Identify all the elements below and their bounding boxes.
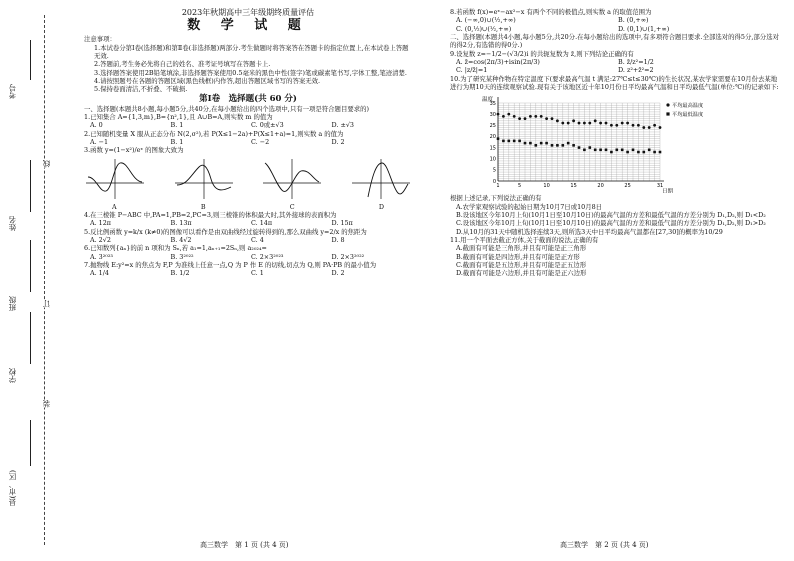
q10-option-d[interactable]: D.从10月的31天中随机选择连续3天,则所选3天中日平均最高气温都在[27,30]的概率为10/29 <box>456 227 723 236</box>
q8-option-d[interactable]: D. (0,1)∪(1,+∞) <box>618 24 670 33</box>
data-point-min <box>583 149 586 152</box>
q4-options <box>84 219 412 227</box>
q11-option-d[interactable]: D.截面有可能是六边形,并且有可能是正六边形 <box>456 269 587 278</box>
section2-intro: 二、选择题(本题共4小题,每小题5分,共20分.在每小题给出的选项中,有多项符合题目要求.全部选对的得5分,部分选对的得2分,有选错的得0分.) <box>450 32 779 50</box>
data-point-min <box>632 149 635 152</box>
q9-option-a[interactable]: A. z̄=cos(2π/3)+isin(2π/3) <box>456 57 540 66</box>
data-point-min <box>578 147 581 150</box>
data-point-max <box>621 122 624 125</box>
part1-title: 第Ⅰ卷 选择题(共 60 分) <box>199 93 297 104</box>
q9-options-row2 <box>450 66 780 74</box>
data-point-max <box>637 124 640 127</box>
data-point-min <box>529 142 532 145</box>
binding-dash-line <box>44 15 45 545</box>
data-point-min <box>572 144 575 147</box>
notes-block <box>84 35 412 93</box>
note-item: 4.请按照题号在各题的答题区域(黑色线框)内作答,超出答题区域书写的答案无效. <box>94 76 321 85</box>
data-point-min <box>535 144 538 147</box>
q5-stem: 5.反比例函数 y=k/x (k≠0)的图像可以看作是由双曲线经过旋转得到的,那么双曲线 y=2/x 的焦距为 <box>84 227 367 236</box>
data-point-max <box>605 122 608 125</box>
q3-graph-d[interactable] <box>350 157 412 201</box>
data-point-max <box>653 124 656 127</box>
q10-after: 根据上述记录,下列说法正确的有 <box>450 194 542 203</box>
q6-stem: 6.已知数列{aₙ}的前 n 项和为 Sₙ,若 a₁=1,aₙ₊₁=2Sₙ,则 a₂₀₂₄= <box>84 244 267 253</box>
data-point-max <box>572 120 575 123</box>
data-point-min <box>502 140 505 143</box>
q1-stem: 1.已知集合 A={1,3,m},B={n²,1},且 A∪B=A,则实数 m 的值为 <box>84 112 273 121</box>
data-point-min <box>518 140 521 143</box>
q2-option-a[interactable]: A. −1 <box>90 137 109 146</box>
q10-option-c[interactable]: C.设该地区今年10月上旬(10月1日至10月10日)的最高气温的方差和最低气温的方差分别为 D₁,D₂,则 D₁>D₂ <box>456 219 766 228</box>
q5-option-c[interactable]: C. 4 <box>251 235 264 244</box>
q7-option-d[interactable]: D. 2 <box>331 269 345 278</box>
q10-stem: 10.为了研究某种作物在特定温度下(要求最高气温 t 满足:27℃≤t≤30℃)的生长状况,某农学家需要在10月份去某地进行为期10天的连续观察试验.现有关于该地区近十年10月份日平均最高气温和日平均最低气温(单位:℃)的记录如下: <box>450 74 779 91</box>
q3-graph-a[interactable] <box>84 157 146 201</box>
q3-graph-labels <box>84 203 412 211</box>
seal-mark-pack: 装 <box>42 400 51 408</box>
section1-intro: 一、选择题(本题共8小题,每小题5分,共40分,在每小题给出的四个选项中,只有一项是符合题目要求的) <box>84 104 369 113</box>
y-tick-label: 35 <box>489 101 496 108</box>
data-point-max <box>561 122 564 125</box>
data-point-min <box>621 149 624 152</box>
footer-right: 高三数学 第 2 页 (共 4 页) <box>560 541 649 549</box>
legend-label: 平均最低温度 <box>672 112 704 119</box>
school-label: 学校 <box>8 368 17 383</box>
county-label: 县(市、区) <box>8 470 17 506</box>
q3-label-b: B <box>200 202 206 211</box>
q6-option-b[interactable]: B. 3²⁰²² <box>170 252 194 261</box>
q1-option-d[interactable]: D. ±√3 <box>331 121 354 130</box>
data-point-max <box>610 124 613 127</box>
data-point-max <box>567 122 570 125</box>
q9-option-d[interactable]: D. z²+z̄²=2 <box>618 66 654 75</box>
data-point-max <box>513 115 516 118</box>
data-point-max <box>588 122 591 125</box>
y-axis-label: 温度 <box>482 97 494 104</box>
q8-options-row1 <box>450 16 780 24</box>
q5-option-a[interactable]: A. 2√2 <box>90 235 111 244</box>
q7-option-c[interactable]: C. 1 <box>251 269 264 278</box>
notes-heading: 注意事项： <box>84 35 116 44</box>
y-tick-label: 10 <box>489 156 496 163</box>
q3-graph-c[interactable] <box>261 157 323 201</box>
data-point-max <box>583 122 586 125</box>
x-tick-label: 10 <box>543 183 550 190</box>
y-tick-label: 0 <box>492 179 496 186</box>
q4-option-b[interactable]: B. 13π <box>170 219 192 228</box>
data-point-min <box>551 144 554 147</box>
temperature-chart <box>480 93 725 193</box>
legend-marker <box>666 113 669 116</box>
seal-mark-line: 线 <box>42 160 51 168</box>
footer-left: 高三数学 第 1 页 (共 4 页) <box>200 541 289 549</box>
note-item: 5.保持卷面清洁,不折叠、不破损. <box>94 85 188 94</box>
data-point-max <box>545 117 548 120</box>
q6-option-a[interactable]: A. 3²⁰²³ <box>90 252 113 261</box>
q1-option-a[interactable]: A. 0 <box>90 121 103 130</box>
q3-graphs <box>84 157 412 201</box>
left-column <box>84 8 412 278</box>
q11-option-c[interactable]: C.截面有可能是五边形,并且有可能是正五边形 <box>456 260 587 269</box>
q9-stem: 9.设复数 z=−1/2−(√3/2)i 的共轭复数为 z̄,则下列结论正确的有 <box>450 49 634 58</box>
data-point-max <box>659 126 662 129</box>
data-point-min <box>562 144 565 147</box>
data-point-max <box>551 117 554 120</box>
y-tick-label: 15 <box>489 145 496 152</box>
q8-options-row2 <box>450 25 780 33</box>
legend-marker <box>666 104 669 107</box>
data-point-max <box>632 124 635 127</box>
q3-label-a: A <box>112 202 117 211</box>
data-point-min <box>545 142 548 145</box>
note-item: 2.答题前,考生务必先将自己的姓名、准考证号填写在答题卡上. <box>94 60 271 69</box>
q7-option-b[interactable]: B. 1/2 <box>170 269 190 278</box>
y-tick-label: 20 <box>489 134 496 141</box>
y-tick-label: 30 <box>489 112 496 119</box>
data-point-max <box>594 120 597 123</box>
q2-option-d[interactable]: D. 2 <box>331 137 345 146</box>
x-tick-label: 15 <box>570 183 577 190</box>
q8-stem: 8.若函数 f(x)=eˣ−ax²−x 有两个不同的极值点,则实数 a 的取值范围为 <box>450 8 652 16</box>
q6-option-c[interactable]: C. 2×3²⁰²³ <box>251 252 284 261</box>
data-point-max <box>556 120 559 123</box>
x-tick-label: 31 <box>656 183 664 190</box>
q5-options <box>84 236 412 244</box>
q6-options <box>84 253 412 261</box>
note-item: 1.本试卷分第Ⅰ卷(选择题)和第Ⅱ卷(非选择题)两部分.考生做题时将答案答在答题卡的指定位置上,在本试卷上答题无效. <box>94 43 409 60</box>
data-point-min <box>594 149 597 152</box>
x-axis-label: 日期 <box>662 189 674 194</box>
binding-column <box>0 0 60 561</box>
q1-option-b[interactable]: B. 1 <box>170 121 184 130</box>
data-point-max <box>615 124 618 127</box>
data-point-min <box>653 151 656 154</box>
data-point-max <box>534 115 537 118</box>
q7-option-a[interactable]: A. 1/4 <box>90 269 109 278</box>
q4-option-c[interactable]: C. 14π <box>251 219 273 228</box>
class-blank[interactable] <box>30 240 31 292</box>
q2-option-c[interactable]: C. −2 <box>251 137 270 146</box>
subject-title: 数 学 试 题 <box>187 18 309 34</box>
data-point-max <box>529 115 532 118</box>
q5-option-b[interactable]: B. 4√2 <box>170 235 192 244</box>
q3-label-c: C <box>289 202 295 211</box>
data-point-max <box>507 113 510 116</box>
data-point-min <box>605 149 608 152</box>
data-point-max <box>540 115 543 118</box>
note-item: 3.选择题答案使用2B铅笔填涂,非选择题答案使用0.5毫米的黑色中性(签字)笔或碳素笔书写,字体工整,笔迹清楚. <box>94 68 407 77</box>
q4-option-a[interactable]: A. 12π <box>90 219 112 228</box>
q11-option-b[interactable]: B.截面有可能是四边形,并且有可能是正方形 <box>456 252 580 261</box>
seal-mark-bind: 订 <box>42 300 51 308</box>
y-tick-label: 5 <box>492 167 496 174</box>
q9-options-row1 <box>450 58 780 66</box>
y-tick-label: 25 <box>489 123 496 130</box>
q2-stem: 2.已知随机变量 X 服从正态分布 N(2,σ²),若 P(X≤1−2a)+P(X≤1+a)=1,则实数 a 的值为 <box>84 129 344 138</box>
data-point-min <box>589 147 592 150</box>
q3-stem: 3.函数 y=(1−x²)/eˣ 的图象大致为 <box>84 146 184 155</box>
q10-option-a[interactable]: A.农学家观察试验的起始日期为10月7日或10月8日 <box>456 202 603 211</box>
q10-option-b[interactable]: B.设该地区今年10月上旬(10月1日至10月10日)的最高气温的方差和最低气温的方差分别为 D₁,D₂,则 D₁<D₂ <box>456 210 766 219</box>
data-point-min <box>556 144 559 147</box>
q9-option-b[interactable]: B. z̄/z²=1/2 <box>618 57 654 66</box>
q5-option-d[interactable]: D. 8 <box>331 235 345 244</box>
county-blank[interactable] <box>30 420 31 466</box>
data-point-min <box>567 142 570 145</box>
q7-options <box>84 269 412 277</box>
data-point-min <box>626 151 629 154</box>
q7-stem: 7.抛物线 E:y²=x 的焦点为 F,P 为准线上任意一点,Q 为 P 作 E 的切线,切点为 Q,则 PA·PB 的最小值为 <box>84 260 377 269</box>
class-label: 班级 <box>8 296 17 311</box>
q8-option-c[interactable]: C. (0,½)∪(½,+∞) <box>456 24 512 33</box>
q3-graph-b[interactable] <box>173 157 235 201</box>
q1-option-c[interactable]: C. 0或±√3 <box>251 121 284 130</box>
data-point-max <box>642 126 645 129</box>
data-point-max <box>502 115 505 118</box>
data-point-min <box>524 142 527 145</box>
exam-no-label: 考号 <box>8 84 17 99</box>
exam-title: 2023年秋期高中三年级期终质量评估 <box>181 8 315 17</box>
q8-option-a[interactable]: A. (−∞,0)∪(½,+∞) <box>456 16 516 25</box>
exam-no-blank[interactable] <box>30 40 31 80</box>
data-point-min <box>513 140 516 143</box>
name-label: 姓名 <box>8 216 17 231</box>
q8-option-b[interactable]: B. (0,+∞) <box>618 16 649 25</box>
data-point-max <box>524 117 527 120</box>
data-point-max <box>599 122 602 125</box>
name-blank[interactable] <box>30 160 31 212</box>
x-tick-label: 25 <box>624 183 631 190</box>
data-point-max <box>497 113 500 116</box>
q1-options <box>84 121 412 129</box>
data-point-min <box>659 151 662 154</box>
legend-label: 平均最高温度 <box>672 103 704 110</box>
q4-option-d[interactable]: D. 15π <box>331 219 353 228</box>
x-tick-label: 5 <box>518 183 522 190</box>
data-point-min <box>616 149 619 152</box>
temperature-chart-container <box>480 93 725 193</box>
data-point-min <box>508 140 511 143</box>
q2-option-b[interactable]: B. 1 <box>170 137 184 146</box>
data-point-max <box>648 126 651 129</box>
q4-stem: 4.在三棱锥 P−ABC 中,PA=1,PB=2,PC=3,则三棱锥的体积最大时,其外接球的表面积为 <box>84 210 337 219</box>
data-point-min <box>497 138 500 141</box>
data-point-min <box>540 142 543 145</box>
data-point-min <box>643 151 646 154</box>
q11-option-a[interactable]: A.截面有可能是三角形,并且有可能是正三角形 <box>456 244 587 253</box>
data-point-min <box>648 149 651 152</box>
q3-label-d: D <box>378 202 384 211</box>
data-point-max <box>626 122 629 125</box>
x-tick-label: 20 <box>597 183 604 190</box>
data-point-min <box>599 149 602 152</box>
data-point-max <box>518 117 521 120</box>
data-point-min <box>610 151 613 154</box>
right-column <box>450 8 780 278</box>
q6-option-d[interactable]: D. 2×3²⁰²² <box>331 252 365 261</box>
data-point-max <box>578 122 581 125</box>
school-blank[interactable] <box>30 312 31 364</box>
q11-stem: 11.用一个平面去截正方体,关于截面的说法,正确的有 <box>450 235 599 244</box>
x-tick-label: 1 <box>496 183 500 190</box>
q9-option-c[interactable]: C. |z/z̄|=1 <box>456 66 488 75</box>
data-point-min <box>637 151 640 154</box>
